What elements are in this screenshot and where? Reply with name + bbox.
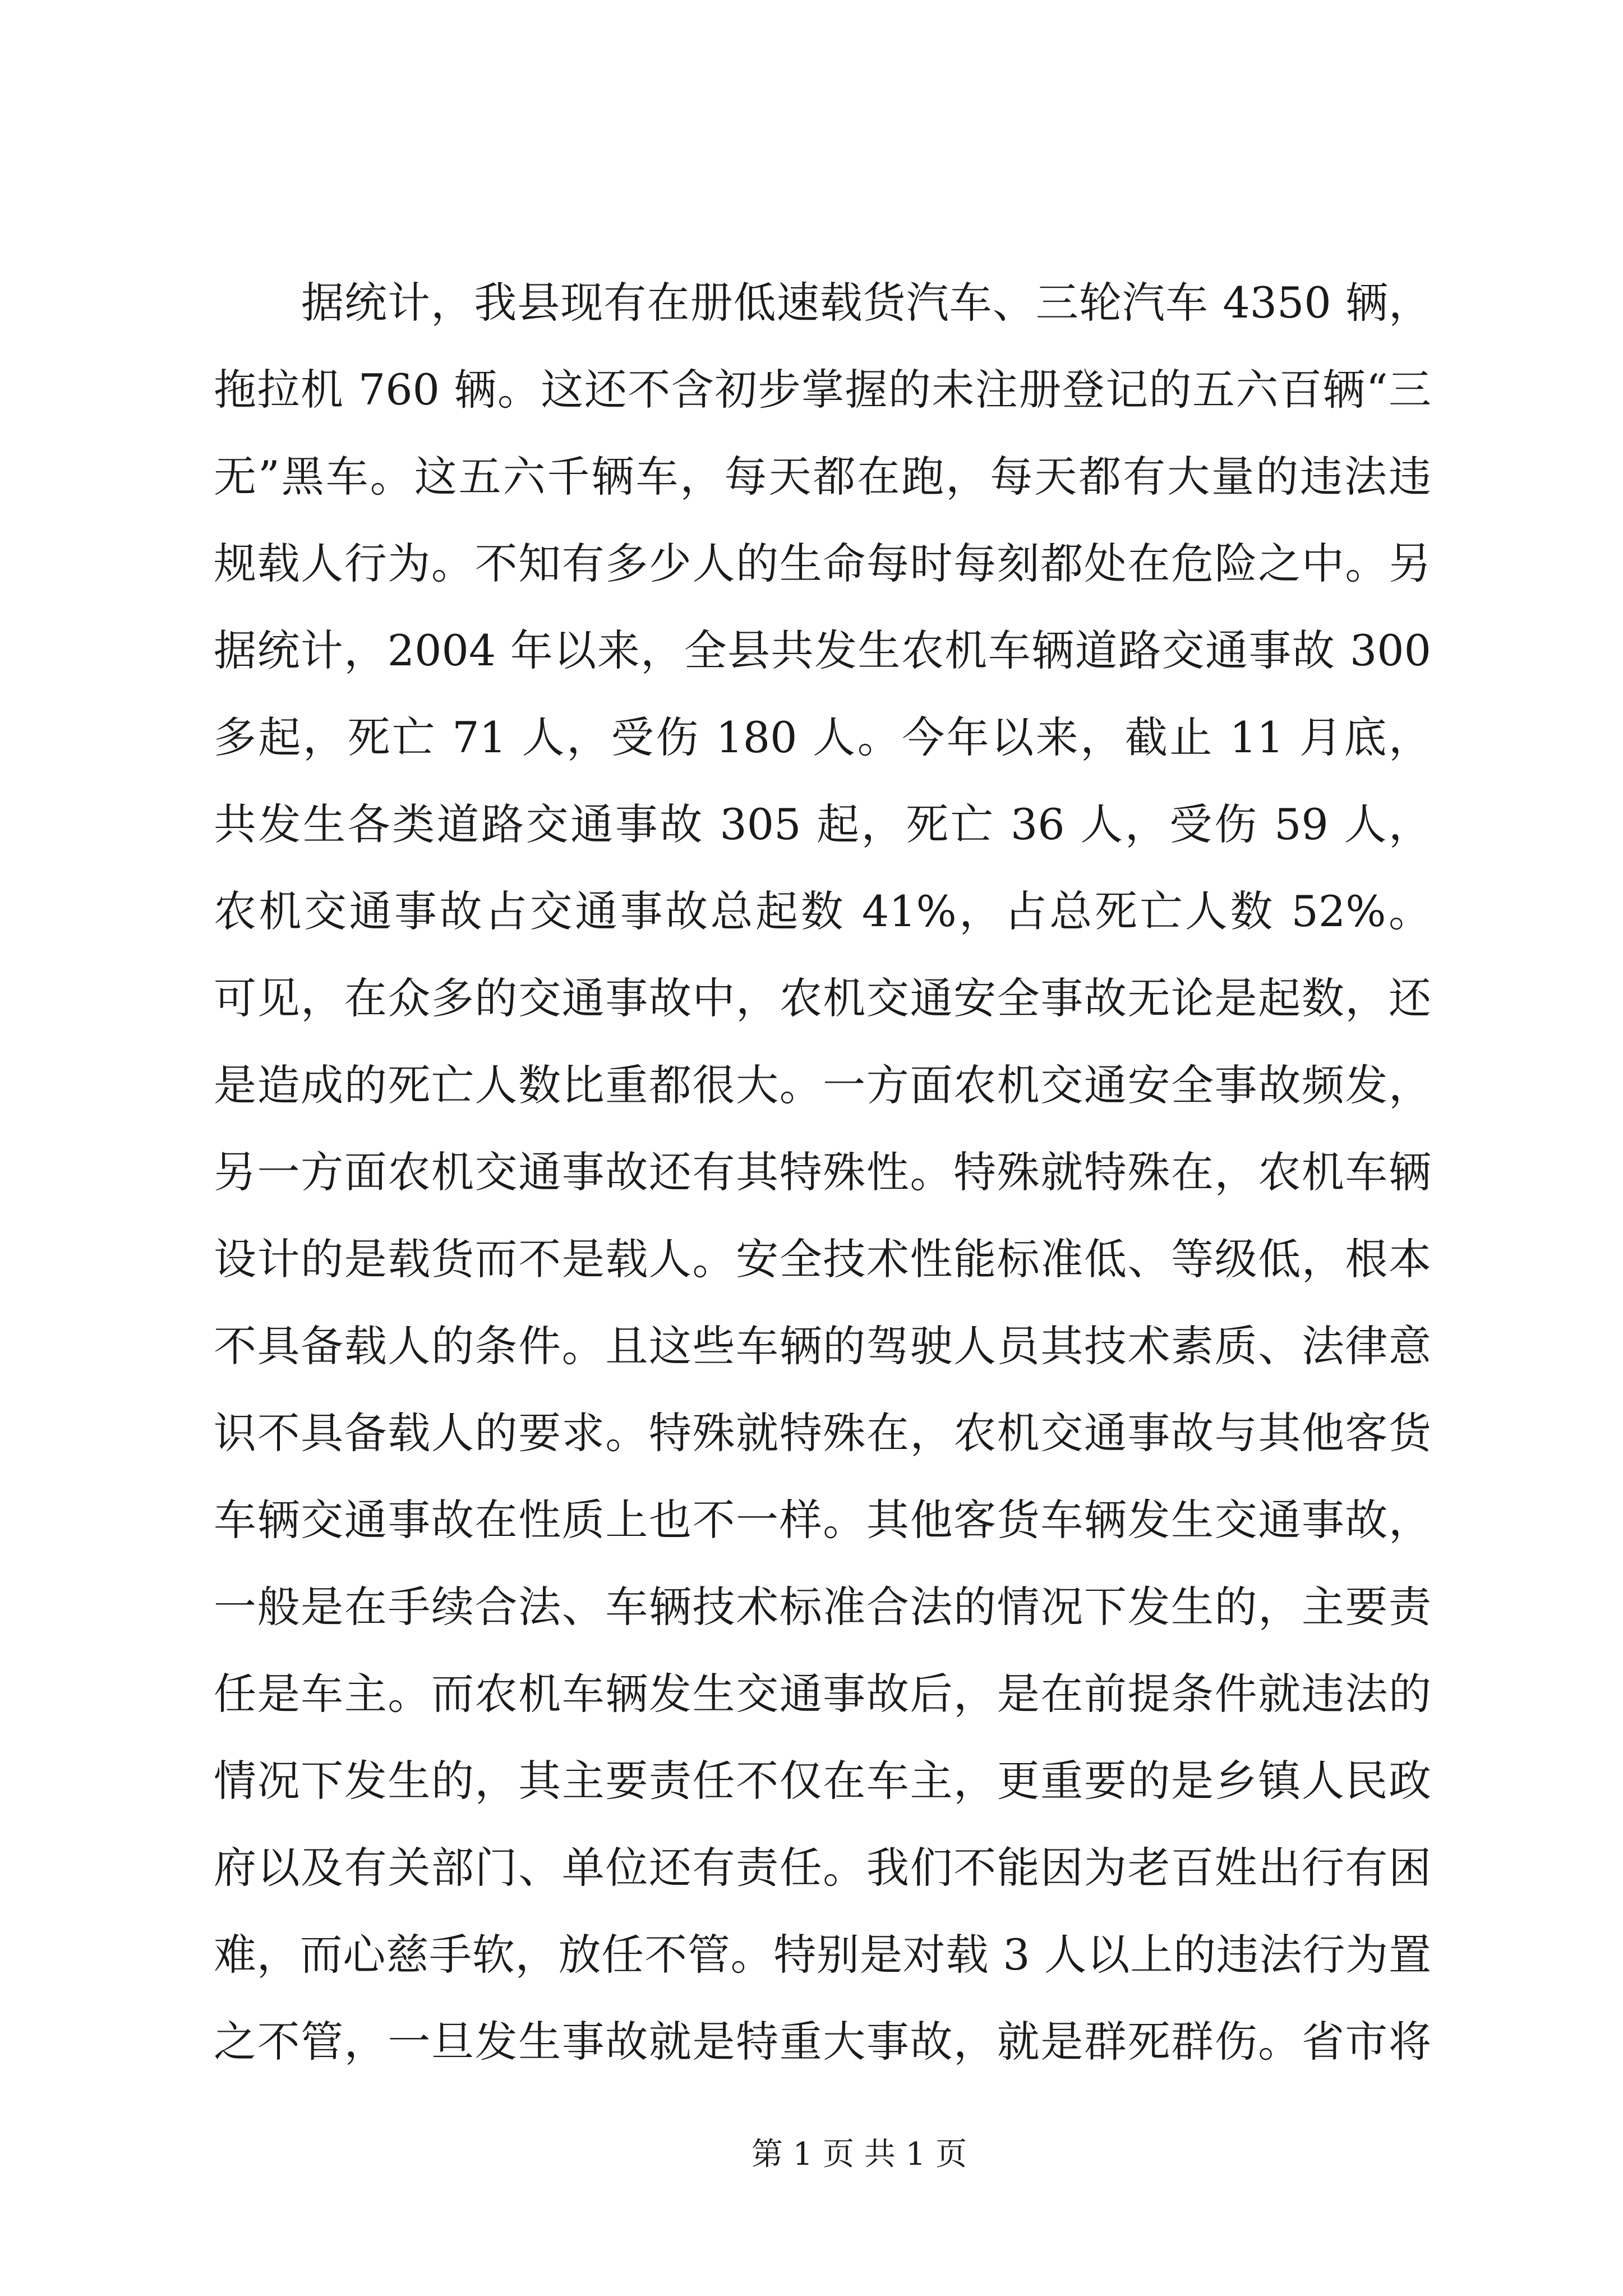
- text-line: 车辆交通事故在性质上也不一样。其他客货车辆发生交通事故，: [214, 1495, 1431, 1545]
- body-paragraph: [214, 259, 1431, 2085]
- text-line: 难，而心慈手软，放任不管。特别是对载 3 人以上的违法行为置: [214, 1930, 1431, 1980]
- text-line: 不具备载人的条件。且这些车辆的驾驶人员其技术素质、法律意: [214, 1321, 1431, 1371]
- text-line: 据统计，我县现有在册低速载货汽车、三轮汽车 4350 辆，: [301, 278, 1431, 328]
- text-line: 一般是在手续合法、车辆技术标准合法的情况下发生的，主要责: [214, 1582, 1431, 1632]
- text-line: 之不管，一旦发生事故就是特重大事故，就是群死群伤。省市将: [214, 2017, 1431, 2067]
- text-line: 情况下发生的，其主要责任不仅在车主，更重要的是乡镇人民政: [214, 1756, 1431, 1806]
- text-line: 据统计，2004 年以来，全县共发生农机车辆道路交通事故 300: [214, 625, 1431, 675]
- text-line: 拖拉机 760 辆。这还不含初步掌握的未注册登记的五六百辆“三: [214, 365, 1431, 415]
- text-line: 可见，在众多的交通事故中，农机交通安全事故无论是起数，还: [214, 973, 1431, 1023]
- text-line: 识不具备载人的要求。特殊就特殊在，农机交通事故与其他客货: [214, 1408, 1431, 1458]
- text-line: 农机交通事故占交通事故总起数 41%，占总死亡人数 52%。: [214, 886, 1431, 936]
- text-line: 另一方面农机交通事故还有其特殊性。特殊就特殊在，农机车辆: [214, 1147, 1431, 1197]
- text-line: 共发生各类道路交通事故 305 起，死亡 36 人，受伤 59 人，: [214, 799, 1431, 849]
- text-line: 设计的是载货而不是载人。安全技术性能标准低、等级低，根本: [214, 1234, 1431, 1284]
- page-footer: 第 1 页 共 1 页: [751, 2136, 967, 2173]
- text-line: 规载人行为。不知有多少人的生命每时每刻都处在危险之中。另: [214, 539, 1431, 588]
- text-line: 无”黑车。这五六千辆车，每天都在跑，每天都有大量的违法违: [214, 452, 1431, 501]
- text-line: 府以及有关部门、单位还有责任。我们不能因为老百姓出行有困: [214, 1843, 1431, 1893]
- text-line: 多起，死亡 71 人，受伤 180 人。今年以来，截止 11 月底，: [214, 712, 1431, 762]
- text-line: 任是车主。而农机车辆发生交通事故后，是在前提条件就违法的: [214, 1669, 1431, 1719]
- text-line: 是造成的死亡人数比重都很大。一方面农机交通安全事故频发，: [214, 1060, 1431, 1110]
